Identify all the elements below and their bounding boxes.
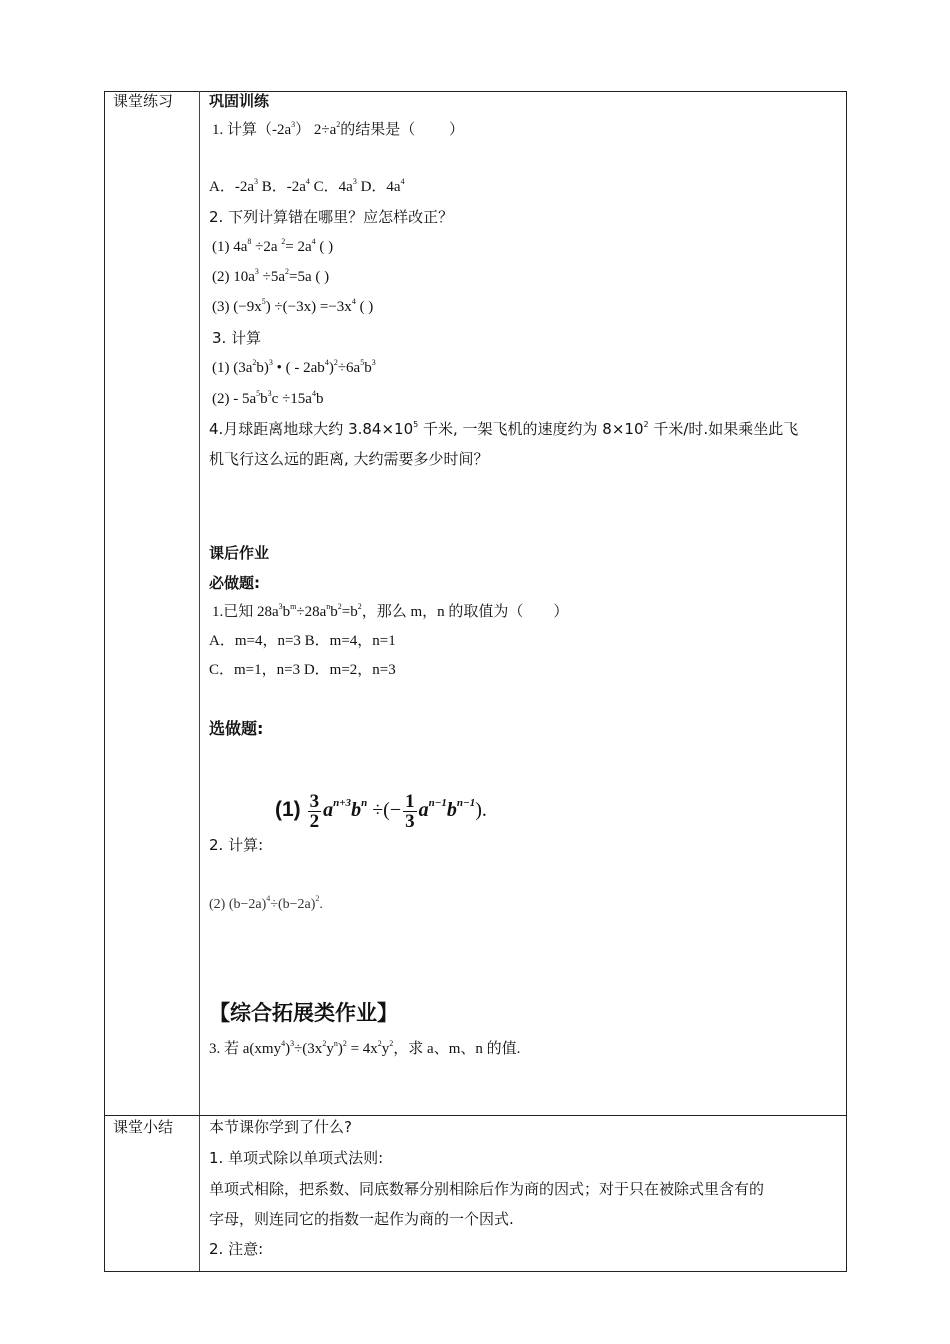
text-segment: = 4x bbox=[346, 1041, 378, 1057]
superscript: 2 bbox=[389, 1039, 394, 1048]
superscript: 2 bbox=[281, 237, 286, 246]
question-3-item bbox=[212, 358, 376, 378]
question-1-options bbox=[209, 177, 405, 197]
text-segment: ÷6a bbox=[337, 360, 361, 376]
row-label-practice: 课堂练习 bbox=[113, 92, 174, 110]
text-segment: ÷28a bbox=[296, 604, 327, 620]
superscript: 2 bbox=[322, 1039, 327, 1048]
superscript: 2 bbox=[285, 267, 290, 276]
text-segment: = 2a bbox=[285, 239, 312, 255]
text-segment: b bbox=[315, 391, 324, 407]
superscript: 2 bbox=[377, 1039, 382, 1048]
question-4 bbox=[209, 419, 798, 439]
superscript: 4 bbox=[266, 894, 271, 903]
text-segment: (1) (3a bbox=[212, 360, 253, 376]
superscript: 4 bbox=[351, 297, 356, 306]
required-options-ab bbox=[209, 631, 396, 651]
calc-label: 2. 计算: bbox=[209, 836, 264, 854]
text-segment: ) bbox=[285, 1041, 291, 1057]
text-segment: . bbox=[319, 897, 323, 912]
text-segment: 千米, 一架飞机的速度约为 8×10 bbox=[418, 420, 644, 438]
summary-line: 字母，则连同它的指数一起作为商的一个因式. bbox=[209, 1210, 514, 1228]
superscript: 2 bbox=[643, 420, 649, 429]
superscript: 2 bbox=[342, 1039, 347, 1048]
summary-line: 1. 单项式除以单项式法则: bbox=[209, 1149, 384, 1167]
question-2-item bbox=[212, 267, 329, 287]
superscript: 2 bbox=[315, 894, 320, 903]
text-segment: C．4a bbox=[309, 179, 353, 195]
text-segment: 的结果是（ ） bbox=[340, 122, 465, 138]
superscript: 2 bbox=[252, 358, 257, 367]
text-segment: A．m=4，n=3 B．m=4，n=1 bbox=[209, 633, 396, 649]
superscript: m bbox=[290, 602, 297, 611]
required-options-cd bbox=[209, 660, 396, 680]
column-divider bbox=[199, 91, 200, 1271]
superscript: 2 bbox=[337, 602, 342, 611]
question-2-item bbox=[212, 297, 373, 317]
superscript: 4 bbox=[324, 358, 329, 367]
optional-heading: 选做题: bbox=[209, 719, 264, 738]
superscript: n bbox=[326, 602, 331, 611]
consolidation-heading: 巩固训练 bbox=[209, 92, 270, 110]
text-segment: (1) 4a bbox=[212, 239, 248, 255]
text-segment: b) bbox=[256, 360, 269, 376]
text-segment: 3. 若 a(xmy bbox=[209, 1041, 282, 1057]
extension-heading: 【综合拓展类作业】 bbox=[209, 1001, 398, 1025]
text-segment: 1. 计算（-2a bbox=[212, 122, 292, 138]
text-segment: (2) - 5a bbox=[212, 391, 257, 407]
fraction: $\frac{1}{3}$ bbox=[405, 791, 415, 832]
text-segment: D．4a bbox=[356, 179, 401, 195]
text-segment: (2) 10a bbox=[212, 269, 255, 285]
superscript: 4 bbox=[281, 1039, 286, 1048]
text-segment: c ÷15a bbox=[271, 391, 312, 407]
text-segment: 3. 计算 bbox=[212, 329, 262, 347]
superscript: n bbox=[333, 1039, 338, 1048]
question-4-cont bbox=[209, 449, 489, 469]
question-3 bbox=[212, 328, 261, 348]
question-2 bbox=[209, 207, 453, 227]
superscript: 5 bbox=[360, 358, 365, 367]
superscript: 5 bbox=[256, 389, 261, 398]
superscript: 3 bbox=[254, 267, 259, 276]
superscript: 3 bbox=[278, 602, 283, 611]
superscript: 3 bbox=[268, 358, 273, 367]
text-segment: ÷(3x bbox=[294, 1041, 323, 1057]
text-segment: (3) (−9x bbox=[212, 299, 262, 315]
text-segment: ( ) bbox=[315, 239, 334, 255]
text-segment: ÷(b−2a) bbox=[270, 897, 316, 912]
text-segment: 2. 下列计算错在哪里？应怎样改正？ bbox=[209, 208, 454, 226]
text-segment: ，那么 m，n 的取值为（ ） bbox=[361, 604, 569, 620]
text-segment: b bbox=[330, 604, 338, 620]
formula-image: (1) $\frac{3}{2}$ $a^{n+3}b^n$ ÷(− $\frac{1}{3}$ $a^{n-1}b^{n-1}$). bbox=[275, 791, 487, 832]
text-segment: (2) (b−2a) bbox=[209, 897, 267, 912]
row-divider bbox=[104, 1115, 846, 1116]
superscript: 5 bbox=[261, 297, 266, 306]
text-segment: ÷5a bbox=[258, 269, 286, 285]
text-segment: ，求 a、m、n 的值. bbox=[393, 1041, 521, 1057]
text-segment: =5a ( ) bbox=[289, 269, 330, 285]
text-segment: A．-2a bbox=[209, 179, 254, 195]
text-segment: y bbox=[326, 1041, 334, 1057]
summary-line: 单项式相除，把系数、同底数幂分别相除后作为商的因式；对于只在被除式里含有的 bbox=[209, 1180, 765, 1198]
superscript: 4 bbox=[311, 389, 316, 398]
extension-question bbox=[209, 1039, 520, 1059]
superscript: 3 bbox=[371, 358, 376, 367]
text-segment: 千米/时.如果乘坐此飞 bbox=[648, 420, 799, 438]
text-segment: ) ÷(−3x) =−3x bbox=[265, 299, 352, 315]
text-segment: 机飞行这么远的距离, 大约需要多少时间？ bbox=[209, 450, 489, 468]
text-segment: b bbox=[260, 391, 268, 407]
summary-line: 本节课你学到了什么? bbox=[209, 1118, 352, 1136]
text-segment: ） 2÷a bbox=[295, 122, 337, 138]
superscript: 3 bbox=[254, 177, 258, 186]
homework-heading: 课后作业 bbox=[209, 544, 270, 562]
fraction: $\frac{3}{2}$ bbox=[309, 791, 320, 832]
calc-item-2 bbox=[209, 895, 323, 915]
text-segment: C．m=1，n=3 D．m=2，n=3 bbox=[209, 662, 396, 678]
text-segment: ÷2a bbox=[251, 239, 282, 255]
required-heading: 必做题: bbox=[209, 574, 260, 592]
text-segment: • ( - 2ab bbox=[272, 360, 325, 376]
text-segment: b bbox=[364, 360, 372, 376]
question-1 bbox=[212, 120, 464, 140]
superscript: 3 bbox=[352, 177, 357, 186]
superscript: 2 bbox=[357, 602, 362, 611]
superscript: 8 bbox=[247, 237, 252, 246]
text-segment: ) bbox=[337, 1041, 343, 1057]
superscript: 4 bbox=[305, 177, 310, 186]
text-segment: B．-2a bbox=[258, 179, 306, 195]
required-question-1 bbox=[212, 602, 568, 622]
text-segment: ( ) bbox=[355, 299, 374, 315]
superscript: 4 bbox=[400, 177, 405, 186]
text-segment: 1.已知 28a bbox=[212, 604, 279, 620]
summary-line: 2. 注意: bbox=[209, 1240, 264, 1258]
row-label-summary: 课堂小结 bbox=[113, 1118, 174, 1136]
superscript: 5 bbox=[413, 420, 419, 429]
formula-label: (1) bbox=[275, 798, 301, 822]
text-segment: 4.月球距离地球大约 3.84×10 bbox=[209, 420, 414, 438]
superscript: 3 bbox=[290, 1039, 295, 1048]
text-segment: y bbox=[381, 1041, 390, 1057]
superscript: 3 bbox=[291, 120, 296, 129]
text-segment: ) bbox=[328, 360, 334, 376]
superscript: 4 bbox=[311, 237, 316, 246]
superscript: 2 bbox=[336, 120, 341, 129]
text-segment: =b bbox=[341, 604, 358, 620]
question-2-item bbox=[212, 237, 333, 257]
superscript: 2 bbox=[333, 358, 338, 367]
superscript: 3 bbox=[267, 389, 272, 398]
question-3-item bbox=[212, 389, 323, 409]
text-segment: b bbox=[282, 604, 291, 620]
